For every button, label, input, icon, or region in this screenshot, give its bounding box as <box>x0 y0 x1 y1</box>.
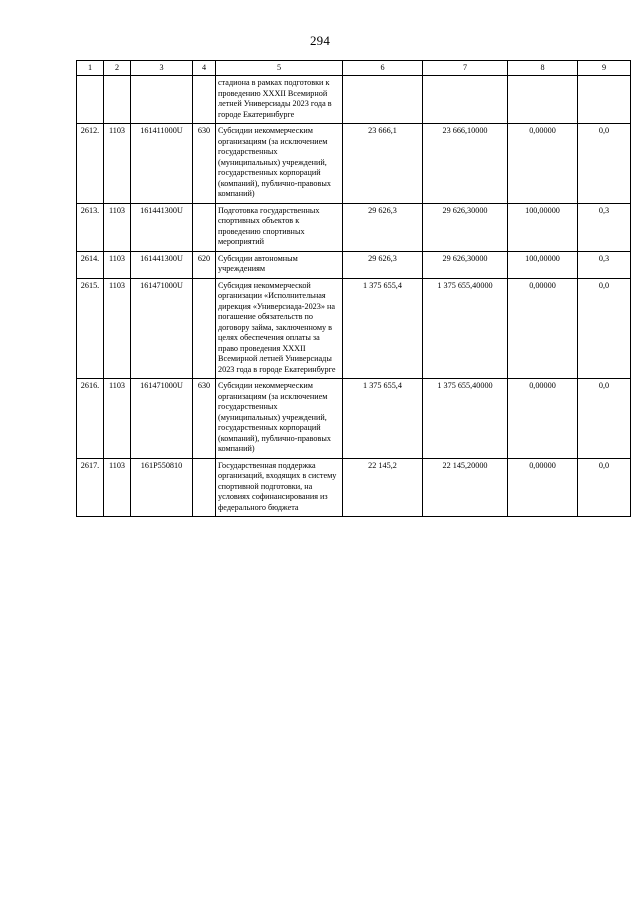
row-expense-type <box>193 203 216 251</box>
row-number: 2615. <box>77 278 104 379</box>
row-section-code: 1103 <box>104 203 131 251</box>
row-amount-8: 0,00000 <box>508 458 578 517</box>
row-amount-6 <box>343 76 423 124</box>
column-number-4: 4 <box>193 61 216 76</box>
row-amount-6: 22 145,2 <box>343 458 423 517</box>
row-name: Подготовка государственных спортивных объектов к проведению спортивных мероприятий <box>216 203 343 251</box>
row-amount-7 <box>423 76 508 124</box>
row-amount-9: 0,3 <box>578 251 631 278</box>
row-section-code: 1103 <box>104 124 131 204</box>
row-amount-9: 0,0 <box>578 278 631 379</box>
row-name: Субсидии автономным учреждениям <box>216 251 343 278</box>
column-number-6: 6 <box>343 61 423 76</box>
row-target-code: 161411000U <box>131 124 193 204</box>
row-section-code: 1103 <box>104 379 131 459</box>
row-number: 2614. <box>77 251 104 278</box>
row-section-code: 1103 <box>104 251 131 278</box>
column-number-9: 9 <box>578 61 631 76</box>
row-number <box>77 76 104 124</box>
budget-table-container <box>76 60 630 517</box>
table-row <box>77 278 631 379</box>
row-amount-6: 1 375 655,4 <box>343 278 423 379</box>
row-expense-type <box>193 458 216 517</box>
table-row <box>77 251 631 278</box>
row-expense-type: 630 <box>193 379 216 459</box>
row-target-code <box>131 76 193 124</box>
row-amount-6: 29 626,3 <box>343 251 423 278</box>
column-number-3: 3 <box>131 61 193 76</box>
budget-table <box>76 60 631 517</box>
column-number-1: 1 <box>77 61 104 76</box>
column-number-2: 2 <box>104 61 131 76</box>
row-amount-7: 1 375 655,40000 <box>423 278 508 379</box>
row-amount-7: 1 375 655,40000 <box>423 379 508 459</box>
row-target-code: 161471000U <box>131 379 193 459</box>
row-target-code: 161471000U <box>131 278 193 379</box>
table-header-row <box>77 61 631 76</box>
row-name: Субсидия некоммерческой организации «Исполнительная дирекция «Универсиада-2023» на погашение обязательств по договору займа, заключенному в целях обеспечения оплаты за право проведения XXXII Всемирной летней Универсиады 2023 года в городе Екатеринбурге <box>216 278 343 379</box>
row-amount-9 <box>578 76 631 124</box>
row-amount-7: 29 626,30000 <box>423 203 508 251</box>
row-target-code: 161Р550810 <box>131 458 193 517</box>
row-amount-8: 100,00000 <box>508 203 578 251</box>
row-expense-type: 630 <box>193 124 216 204</box>
row-amount-8 <box>508 76 578 124</box>
row-amount-7: 22 145,20000 <box>423 458 508 517</box>
row-amount-9: 0,3 <box>578 203 631 251</box>
row-expense-type <box>193 278 216 379</box>
table-row <box>77 124 631 204</box>
row-number: 2617. <box>77 458 104 517</box>
table-row <box>77 203 631 251</box>
row-number: 2613. <box>77 203 104 251</box>
row-name: Субсидии некоммерческим организациям (за исключением государственных (муниципальных) учреждений, государственных корпораций (компаний), публично-правовых компаний) <box>216 124 343 204</box>
column-number-8: 8 <box>508 61 578 76</box>
table-row <box>77 76 631 124</box>
row-amount-6: 1 375 655,4 <box>343 379 423 459</box>
page-number: 294 <box>309 33 331 48</box>
row-expense-type <box>193 76 216 124</box>
row-section-code: 1103 <box>104 458 131 517</box>
row-target-code: 161441300U <box>131 203 193 251</box>
row-amount-8: 0,00000 <box>508 278 578 379</box>
row-amount-7: 23 666,10000 <box>423 124 508 204</box>
row-target-code: 161441300U <box>131 251 193 278</box>
row-amount-8: 0,00000 <box>508 124 578 204</box>
row-amount-8: 100,00000 <box>508 251 578 278</box>
row-amount-6: 23 666,1 <box>343 124 423 204</box>
row-section-code: 1103 <box>104 278 131 379</box>
row-amount-9: 0,0 <box>578 379 631 459</box>
table-row <box>77 458 631 517</box>
row-amount-7: 29 626,30000 <box>423 251 508 278</box>
row-amount-6: 29 626,3 <box>343 203 423 251</box>
row-expense-type: 620 <box>193 251 216 278</box>
row-amount-8: 0,00000 <box>508 379 578 459</box>
row-name: Государственная поддержка организаций, входящих в систему спортивной подготовки, на условиях софинансирования из федерального бюджета <box>216 458 343 517</box>
row-name: Субсидии некоммерческим организациям (за исключением государственных (муниципальных) учреждений, государственных корпораций (компаний), публично-правовых компаний) <box>216 379 343 459</box>
row-section-code <box>104 76 131 124</box>
row-name: стадиона в рамках подготовки к проведению XXXII Всемирной летней Универсиады 2023 года в городе Екатеринбурге <box>216 76 343 124</box>
row-amount-9: 0,0 <box>578 458 631 517</box>
row-amount-9: 0,0 <box>578 124 631 204</box>
column-number-5: 5 <box>216 61 343 76</box>
table-row <box>77 379 631 459</box>
table-body <box>77 61 631 517</box>
row-number: 2616. <box>77 379 104 459</box>
row-number: 2612. <box>77 124 104 204</box>
column-number-7: 7 <box>423 61 508 76</box>
